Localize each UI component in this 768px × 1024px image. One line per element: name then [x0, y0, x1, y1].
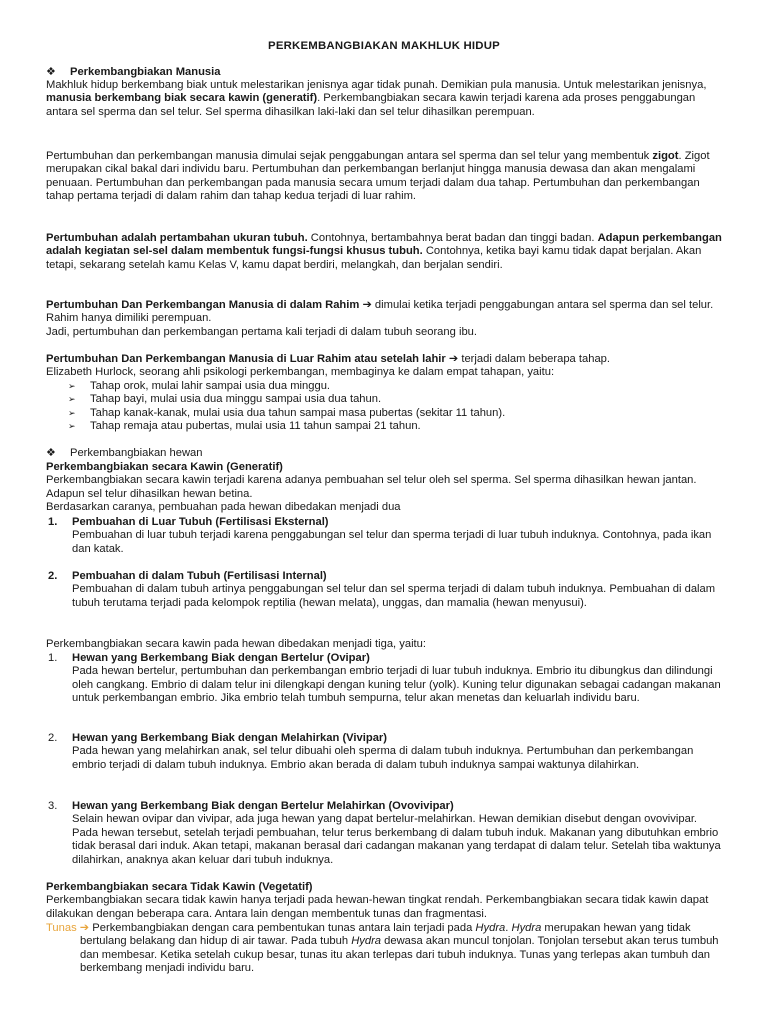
- text-run: Jadi, pertumbuhan dan perkembangan pertama kali terjadi di dalam tubuh seorang ibu.: [46, 325, 477, 338]
- list-number: 1.: [48, 652, 58, 664]
- list-item-text: Tahap remaja atau pubertas, mulai usia 11 tahun sampai 21 tahun.: [90, 420, 421, 433]
- paragraph-pertumbuhan: [46, 232, 722, 272]
- list-item-text: Tahap kanak-kanak, mulai usia dua tahun sampai masa pubertas (sekitar 11 tahun).: [90, 406, 506, 419]
- item-text: Pembuahan di dalam tubuh artinya penggabungan sel telur dan sel sperma terjadi di dalam tubuh induknya. Pembuahan di dalam tubuh terutama terjadi pada kelompok reptilia (hewan melata), unggas, dan mamalia (hewan menyusui).: [72, 583, 716, 609]
- diamond-bullet-icon: ❖: [46, 447, 56, 459]
- text-run: dimulai ketika terjadi penggabungan antara sel sperma dan sel telur. Rahim hanya dimiliki perempuan.: [46, 299, 714, 325]
- arrowhead-bullet-icon: ➢: [68, 381, 76, 391]
- item-title: Pembuahan di Luar Tubuh (Fertilisasi Eksternal): [72, 516, 329, 528]
- italic-text: Hydra: [351, 935, 382, 948]
- text-run: terjadi dalam beberapa tahap.: [458, 353, 610, 365]
- text-run: Elizabeth Hurlock, seorang ahli psikologi perkembangan, membaginya ke dalam empat tahapan, yaitu:: [46, 366, 555, 379]
- list-item: [68, 420, 718, 433]
- item-text: Pada hewan bertelur, pertumbuhan dan perkembangan embrio terjadi di luar tubuh induknya. Embrio itu dibungkus dan dilindungi oleh cangkang. Embrio di dalam telur ini dilengkapi dengan kuning telur (yolk). Kuning telur digunakan sebagai cadangan makanan untuk perkembangan embrio. Jika embrio telah tumbuh sempurna, telur akan menetas dan keluarlah individu baru.: [72, 665, 721, 705]
- item-title: Hewan yang Berkembang Biak dengan Bertelur Melahirkan (Ovovivipar): [72, 800, 454, 812]
- paragraph-intro: [46, 79, 722, 119]
- text-run: Perkembangbiakan secara kawin pada hewan dibedakan menjadi tiga, yaitu:: [46, 638, 426, 650]
- item-text: Pada hewan yang melahirkan anak, sel telur dibuahi oleh sperma di dalam tubuh induknya. Pertumbuhan dan perkembangan embrio terjadi di dalam tubuh induknya. Embrio akan berada di dalam tubuh induknya sampai waktunya dilahirkan.: [72, 745, 694, 771]
- paragraph-vegetatif: [46, 881, 722, 921]
- list-item: [68, 393, 718, 406]
- diamond-bullet-icon: ❖: [46, 66, 56, 78]
- arrowhead-bullet-icon: ➢: [68, 421, 76, 432]
- item-text: Pembuahan di luar tubuh terjadi karena penggabungan sel telur dan sperma terjadi di luar tubuh induknya. Contohnya, pada ikan dan katak.: [72, 529, 712, 555]
- bold-text: zigot: [652, 150, 679, 162]
- list-number: 2.: [48, 570, 58, 582]
- heading-text: Perkembangbiakan Manusia: [70, 66, 221, 78]
- item-title: Pembuahan di dalam Tubuh (Fertilisasi Internal): [72, 570, 327, 582]
- bold-text: Adapun perkembangan adalah kegiatan sel-sel dalam membentuk fungsi-fungsi khusus tubuh.: [46, 232, 722, 258]
- vivipar-item: [72, 732, 722, 772]
- ovovivipar-item: [72, 800, 722, 867]
- text-run: . Perkembangbiakan secara kawin terjadi karena ada proses penggabungan antara sel sperma dan sel telur. Sel sperma dihasilkan laki-laki dan sel telur dihasilkan perempuan.: [46, 92, 696, 118]
- text-run: .: [505, 922, 512, 934]
- text-run: dewasa akan muncul tonjolan. Tonjolan tersebut akan terus tumbuh dan membesar. Ketika setelah cukup besar, tunas itu akan terlepas dari tubuh induknya. Tunas yang terlepas akan tumbuh dan berkembang menjadi individu baru.: [80, 935, 719, 975]
- text-run: Perkembangbiakan secara kawin terjadi karena adanya pembuahan sel telur oleh sel sperma. Sel sperma dihasilkan hewan jantan. Adapun sel telur dihasilkan hewan betina.: [46, 474, 697, 500]
- bold-text: Pertumbuhan adalah pertambahan ukuran tubuh.: [46, 232, 308, 244]
- text-run: Berdasarkan caranya, pembuahan pada hewan dibedakan menjadi dua: [46, 501, 401, 514]
- arrow-right-icon: ➔: [448, 353, 459, 365]
- list-item: [68, 380, 718, 393]
- subheading: Perkembangbiakan secara Kawin (Generatif): [46, 461, 283, 473]
- paragraph-generatif: [46, 461, 722, 515]
- italic-text: Hydra: [475, 922, 506, 934]
- arrowhead-bullet-icon: ➢: [68, 407, 76, 418]
- list-number: 2.: [48, 732, 58, 744]
- text-run: Contohnya, bertambahnya berat badan dan tinggi badan.: [307, 232, 598, 244]
- item-title: Hewan yang Berkembang Biak dengan Melahirkan (Vivipar): [72, 732, 388, 744]
- heading-text: Perkembangbiakan hewan: [70, 447, 203, 459]
- text-run: Pertumbuhan dan perkembangan manusia dimulai sejak penggabungan antara sel sperma dan sel telur yang membentuk: [46, 150, 653, 162]
- fertilisasi-internal: [72, 570, 722, 610]
- bold-text: Pertumbuhan Dan Perkembangan Manusia di dalam Rahim: [46, 299, 360, 311]
- item-text: Selain hewan ovipar dan vivipar, ada juga hewan yang dapat bertelur-melahirkan. Hewan demikian disebut dengan ovovivipar. Pada hewan tersebut, setelah terjadi pembuahan, telur terus berkembang di dalam tubuh induk. Makanan yang dibutuhkan embrio tidak berasal dari induk. Akan tetapi, makanan berasal dari cadangan makanan yang terdapat di dalam telur. Setelah tiba waktunya dilahirkan, anaknya akan keluar dari tubuh induknya.: [72, 813, 721, 866]
- arrow-right-icon: ➔: [79, 922, 90, 934]
- bold-text: Pertumbuhan Dan Perkembangan Manusia di Luar Rahim atau setelah lahir: [46, 353, 446, 365]
- item-title: Hewan yang Berkembang Biak dengan Bertelur (Ovipar): [72, 652, 370, 664]
- paragraph-tunas: [46, 922, 722, 976]
- arrowhead-bullet-icon: ➢: [68, 394, 76, 405]
- text-run: . Zigot merupakan cikal bakal dari individu baru. Pertumbuhan dan perkembangan berlanjut hingga manusia dewasa dan akan mengalami penuaan. Pertumbuhan dan perkembangan pada manusia secara umum terjadi dalam dua tahap. Pertumbuhan dan perkembangan tahap pertama terjadi di dalam rahim dan tahap kedua terjadi di luar rahim.: [46, 150, 710, 203]
- list-item-text: Tahap orok, mulai lahir sampai usia dua minggu.: [90, 380, 331, 392]
- italic-text: Hydra: [511, 922, 542, 934]
- subheading: Perkembangbiakan secara Tidak Kawin (Vegetatif): [46, 881, 313, 893]
- section-heading-hewan: [46, 447, 722, 460]
- stage-list: [68, 380, 718, 434]
- text-run: Makhluk hidup berkembang biak untuk melestarikan jenisnya agar tidak punah. Demikian pula manusia. Untuk melestarikan jenisnya,: [46, 79, 707, 91]
- list-item-text: Tahap bayi, mulai usia dua minggu sampai usia dua tahun.: [90, 393, 382, 406]
- list-number: 3.: [48, 800, 58, 812]
- document-title: PERKEMBANGBIAKAN MAKHLUK HIDUP: [268, 40, 500, 52]
- list-item: [68, 407, 718, 420]
- arrow-right-icon: ➔: [362, 299, 372, 311]
- text-run: Contohnya, ketika bayi kamu tidak dapat berjalan. Akan tetapi, sekarang setelah kamu Kelas V, kamu dapat berdiri, melangkah, dan berjalan sendiri.: [46, 245, 702, 271]
- paragraph-dalam-rahim: [46, 299, 722, 339]
- section-heading-manusia: [46, 66, 722, 79]
- paragraph-tiga-jenis: [46, 638, 722, 651]
- text-run: Perkembangbiakan secara tidak kawin hanya terjadi pada hewan-hewan tingkat rendah. Perkembangbiakan secara tidak kawin dapat dilakukan dengan beberapa cara. Antara lain dengan membentuk tunas dan fragmentasi.: [46, 894, 709, 920]
- bold-text: manusia berkembang biak secara kawin (generatif): [46, 92, 318, 105]
- fertilisasi-eksternal: [72, 516, 722, 556]
- text-run: merupakan hewan yang tidak bertulang belakang dan hidup di air tawar. Pada tubuh: [80, 922, 691, 948]
- text-run: Perkembangbiakan dengan cara pembentukan tunas antara lain terjadi pada: [89, 922, 476, 934]
- tunas-label: Tunas: [46, 922, 77, 934]
- list-number: 1.: [48, 516, 58, 528]
- paragraph-zigot: [46, 150, 722, 204]
- paragraph-luar-rahim: [46, 353, 722, 380]
- ovipar-item: [72, 652, 722, 706]
